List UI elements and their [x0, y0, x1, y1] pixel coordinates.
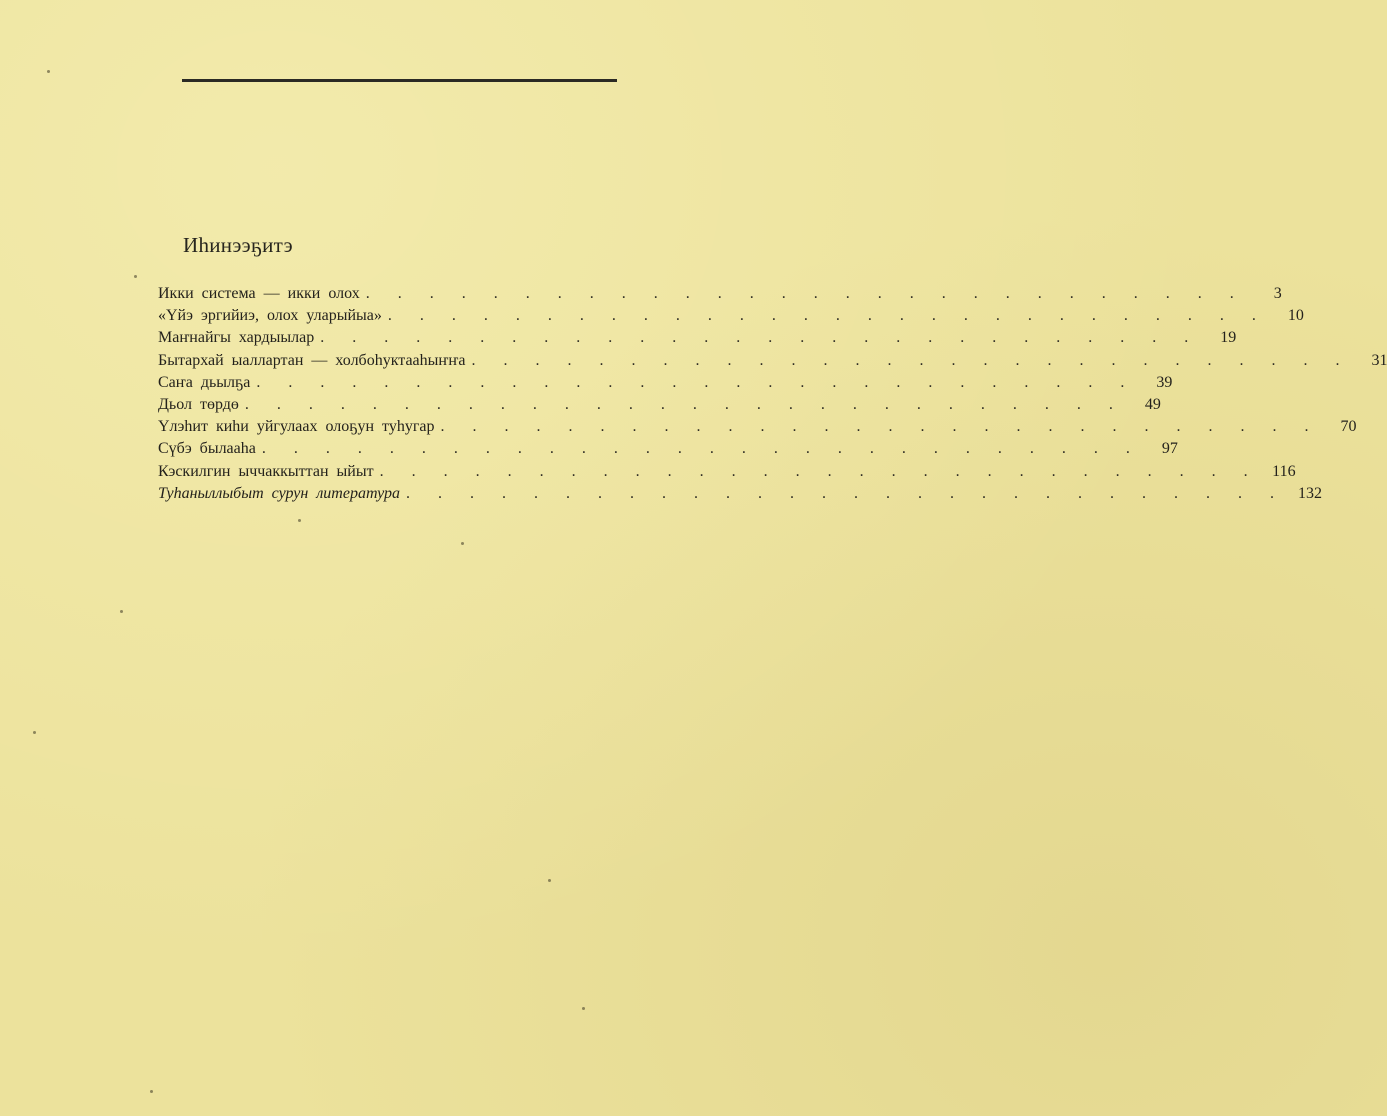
toc-entry-page: 116 [1272, 462, 1296, 480]
toc-entry-page: 132 [1298, 484, 1323, 502]
paper-speck [47, 70, 50, 73]
toc-entry-page: 70 [1340, 418, 1357, 436]
toc-entry [158, 283, 1282, 305]
toc-leader-dots: . . . . . . . . . . . . . . . . . . . . . . . . . . . . [387, 307, 1268, 325]
toc-entry-title: Сүбэ былааһа [158, 440, 256, 458]
toc-leader-dots: . . . . . . . . . . . . . . . . . . . . . . . . . . . . [471, 351, 1352, 369]
toc-entry [158, 394, 1161, 416]
contents-heading: Иһинээҕитэ [183, 233, 293, 257]
toc-leader-dots: . . . . . . . . . . . . . . . . . . . . . . . . . . . . [256, 373, 1137, 391]
toc-leader-dots: . . . . . . . . . . . . . . . . . . . . . . . . . . . . [440, 418, 1321, 436]
toc-entry-title: Маҥнайгы хардыылар [158, 329, 315, 347]
toc-entry [158, 483, 1323, 505]
paper-speck [33, 731, 36, 734]
toc-entry-page: 10 [1287, 307, 1304, 325]
toc-entry-title: Саҥа дьылҕа [158, 373, 251, 391]
toc-entry [158, 305, 1304, 327]
paper-speck [461, 542, 464, 545]
toc-entry-page: 19 [1220, 329, 1237, 347]
toc-entry [158, 372, 1173, 394]
toc-leader-dots: . . . . . . . . . . . . . . . . . . . . . . . . . . . . [379, 462, 1260, 480]
toc-entry-title: Кэскилгин ыччаккыттан ыйыт [158, 462, 374, 480]
toc-entry-title: Дьол төрдө [158, 395, 239, 413]
paper-speck [548, 879, 551, 882]
toc-leader-dots: . . . . . . . . . . . . . . . . . . . . . . . . . . . . [244, 395, 1125, 413]
table-of-contents [158, 283, 1387, 505]
toc-leader-dots: . . . . . . . . . . . . . . . . . . . . . . . . . . . . [365, 285, 1246, 302]
toc-leader-dots: . . . . . . . . . . . . . . . . . . . . . . . . . . . . [406, 484, 1287, 502]
paper-speck [298, 519, 301, 522]
paper-speck [582, 1007, 585, 1010]
toc-entry [158, 350, 1387, 372]
toc-entry-title: Икки система — икки олох [158, 285, 360, 302]
toc-entry [158, 416, 1357, 438]
paper-speck [150, 1090, 153, 1093]
toc-entry-title: Үлэһит киһи уйгулаах олоҕун туһугар [158, 418, 435, 436]
paper-speck [120, 610, 123, 613]
toc-entry-page: 49 [1144, 395, 1161, 413]
top-rule [182, 79, 617, 82]
toc-entry-page: 31 [1371, 351, 1387, 369]
paper-speck [134, 275, 137, 278]
toc-entry-title: Бытархай ыаллартан — холбоһуктааһыҥҥа [158, 351, 466, 369]
toc-entry [158, 461, 1296, 483]
toc-leader-dots: . . . . . . . . . . . . . . . . . . . . . . . . . . . . [320, 329, 1201, 347]
toc-entry-title: «Үйэ эргийиэ, олох уларыйыа» [158, 307, 382, 325]
toc-entry [158, 438, 1178, 460]
toc-entry [158, 327, 1237, 349]
toc-entry-title: Туһаныллыбыт сурун литература [158, 484, 401, 502]
toc-entry-page: 39 [1156, 373, 1173, 391]
toc-leader-dots: . . . . . . . . . . . . . . . . . . . . . . . . . . . . [261, 440, 1142, 458]
toc-entry-page: 3 [1273, 285, 1282, 302]
toc-entry-page: 97 [1161, 440, 1178, 458]
